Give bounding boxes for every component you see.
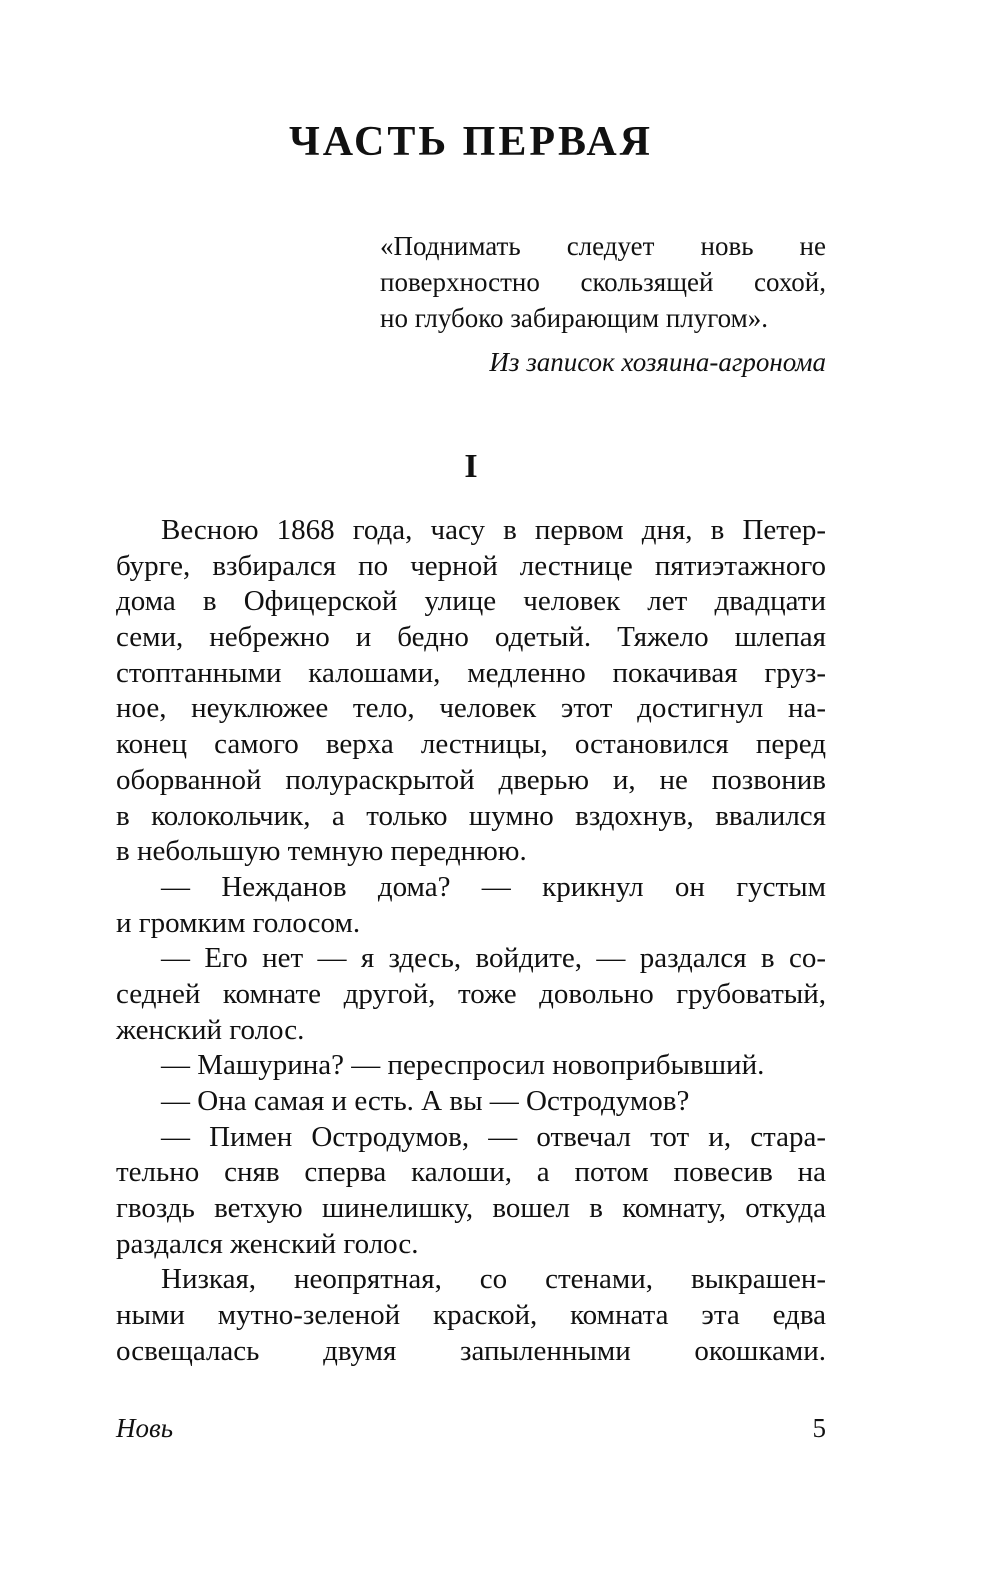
epigraph (380, 228, 826, 380)
text-line: гвоздь ветхую шинелишку, вошел в комнату, откуда (116, 1192, 826, 1225)
text-line: в небольшую темную переднюю. (116, 835, 527, 868)
text-line: семи, небрежно и бедно одетый. Тяжело шлепая (116, 621, 826, 654)
running-footer-title: Новь (116, 1413, 174, 1443)
part-title: ЧАСТЬ ПЕРВАЯ (288, 119, 654, 165)
text-line: тельно сняв сперва калоши, а потом повесив на (116, 1156, 826, 1189)
page-number: 5 (812, 1413, 826, 1443)
epigraph-line: «Поднимать следует новь не (380, 231, 826, 261)
text-line: ное, неуклюжее тело, человек этот достигнул на- (116, 692, 826, 725)
text-line: ными мутно-зеленой краской, комната эта едва (116, 1299, 826, 1332)
text-line: освещалась двумя запыленными окошками. (116, 1334, 826, 1367)
text-line: седней комнате другой, тоже довольно грубоватый, (116, 977, 826, 1010)
text-line: — Нежданов дома? — крикнул он густым (161, 870, 826, 903)
text-line: Весною 1868 года, часу в первом дня, в Петер- (161, 514, 826, 546)
epigraph-attribution: Из записок хозяина-агронома (489, 347, 826, 377)
text-line: — Пимен Остродумов, — отвечал тот и, стара- (161, 1120, 826, 1153)
chapter-text (116, 513, 826, 1370)
text-line: дома в Офицерской улице человек лет двадцати (116, 585, 826, 618)
text-line: стоптанными калошами, медленно покачивая груз- (116, 656, 826, 689)
epigraph-line: поверхностно скользящей сохой, (380, 267, 826, 297)
text-line: Низкая, неопрятная, со стенами, выкрашен- (161, 1263, 826, 1296)
text-line: и громким голосом. (116, 906, 361, 939)
text-line: женский голос. (116, 1013, 305, 1046)
text-line: конец самого верха лестницы, остановился перед (116, 728, 826, 761)
chapter-number: I (464, 448, 478, 485)
text-line: — Машурина? — переспросил новоприбывший. (161, 1049, 765, 1082)
text-line: оборванной полураскрытой дверью и, не позвонив (116, 763, 826, 796)
text-line: в колокольчик, а только шумно вздохнув, ввалился (116, 799, 826, 832)
text-line: бурге, взбирался по черной лестнице пятиэтажного (116, 549, 826, 582)
text-line: раздался женский голос. (116, 1227, 419, 1260)
epigraph-line: но глубоко забирающим плугом». (380, 303, 768, 333)
text-line: — Она самая и есть. А вы — Остродумов? (161, 1085, 690, 1117)
text-line: — Его нет — я здесь, войдите, — раздался в со- (161, 942, 826, 975)
